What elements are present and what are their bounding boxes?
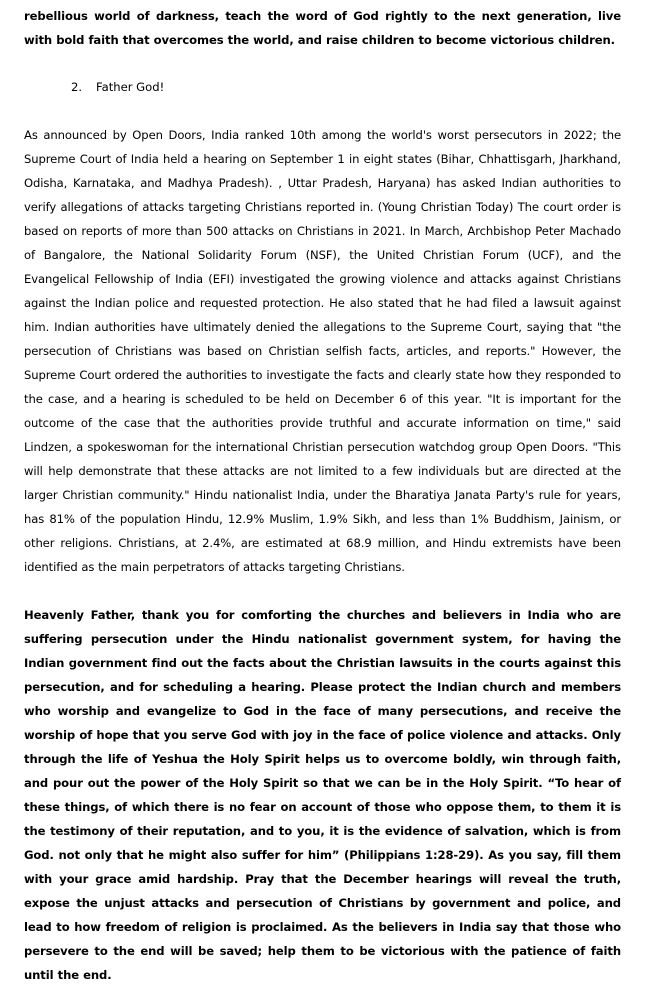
body-paragraph: As announced by Open Doors, India ranked 10th among the world's worst persecutors in 2022; the Supreme Court of India held a hearing on September 1 in eight states (Bihar, Chhattisgarh, Jharkhand, Odisha, Karnataka, and Madhya Pradesh). , Uttar Pradesh, Haryana) has asked Indian authorities to verify allegations of attacks targeting Christians reported in. (Young Christian Today) The court order is based on reports of more than 500 attacks on Christians in 2021. In March, Archbishop Peter Machado of Bangalore, the National Solidarity Forum (NSF), the United Christian Forum (UCF), and the Evangelical Fellowship of India (EFI) investigated the growing violence and attacks against Christians against the Indian police and requested protection. He also stated that he had filed a lawsuit against him. Indian authorities have ultimately denied the allegations to the Supreme Court, saying that "the persecution of Christians was based on Christian selfish facts, articles, and reports." However, the Supreme Court ordered the authorities to investigate the facts and clearly state how they responded to the case, and a hearing is scheduled to be held on December 6 of this year. "It is important for the outcome of the case that the authorities provide truthful and accurate information on time," said Lindzen, a spokeswoman for the international Christian persecution watchdog group Open Doors. "This will help demonstrate that these attacks are not limited to a few individuals but are directed at the larger Christian community." Hindu nationalist India, under the Bharatiya Janata Party's rule for years, has 81% of the population Hindu, 12.9% Muslim, 1.9% Sikh, and less than 1% Buddhism, Jainism, or other religions. Christians, at 2.4%, are estimated at 68.9 million, and Hindu extremists have been identified as the main perpetrators of attacks targeting Christians. bbox=[24, 128, 621, 574]
prayer-paragraph: Heavenly Father, thank you for comforting the churches and believers in India who are suffering persecution under the Hindu nationalist government system, for having the Indian government find out the facts about the Christian lawsuits in the courts against this persecution, and for scheduling a hearing. Please protect the Indian church and members who worship and evangelize to God in the face of many persecutions, and receive the worship of hope that you serve God with joy in the face of police violence and attacks. Only through the life of Yeshua the Holy Spirit helps us to overcome boldly, win through faith, and pour out the power of the Holy Spirit so that we can be in the Holy Spirit. “To hear of these things, of which there is no fear on account of those who oppose them, to them it is the testimony of their reputation, and to you, it is the evidence of salvation, which is from God. not only that he might also suffer for him” (Philippians 1:28-29). As you say, fill them with your grace amid hardship. Pray that the December hearings will reveal the truth, expose the unjust attacks and persecution of Christians by government and police, and lead to how freedom of religion is proclaimed. As the believers in India say that those who persevere to the end will be saved; help them to be victorious with the patience of faith until the end. bbox=[24, 608, 621, 982]
section-title: Father God! bbox=[96, 80, 165, 94]
intro-paragraph: rebellious world of darkness, teach the word of God rightly to the next generation, live with bold faith that overcomes the world, and raise children to become victorious children. bbox=[24, 9, 621, 47]
section-number: 2. bbox=[71, 80, 83, 94]
section-heading bbox=[71, 75, 621, 99]
